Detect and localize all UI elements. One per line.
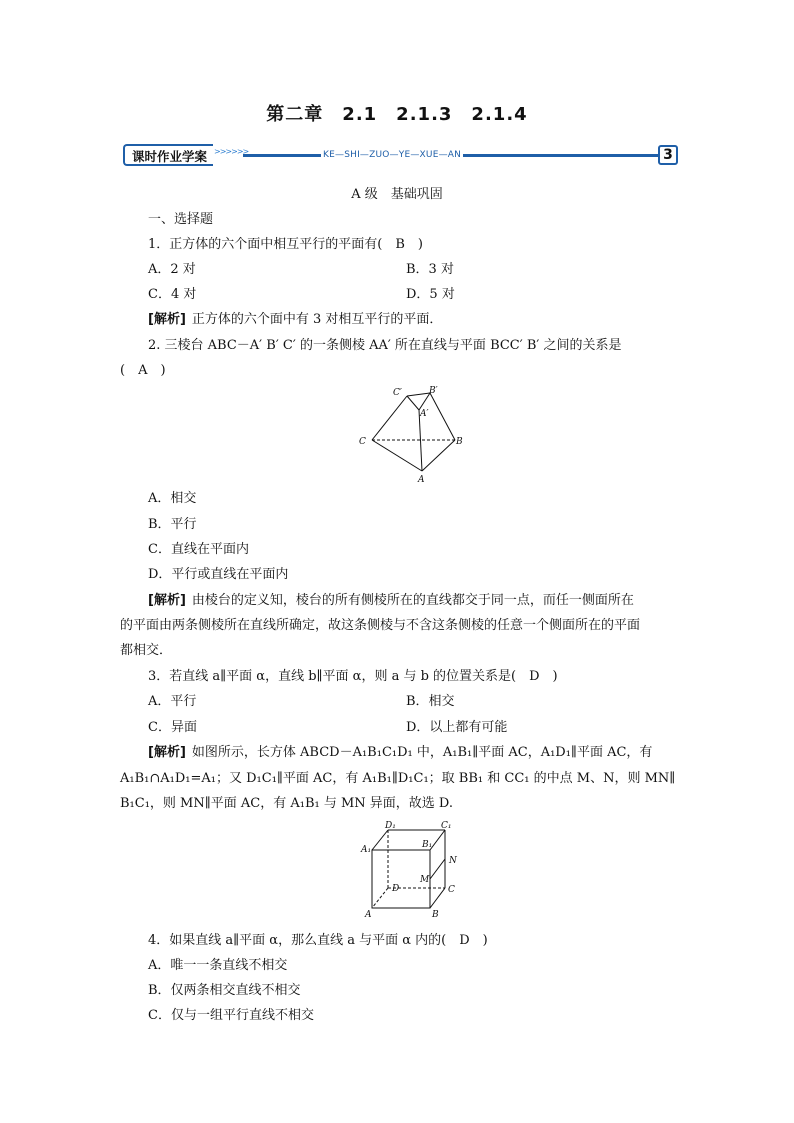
label-c: C xyxy=(448,885,455,895)
q4-stem: 4．如果直线 a∥平面 α，那么直线 a 与平面 α 内的( D ) xyxy=(148,933,488,948)
label-a: A xyxy=(365,910,372,920)
q2-analysis-line3: 都相交． xyxy=(120,643,173,658)
q2-analysis-line2: 的平面由两条侧棱所在直线所确定，故这条侧棱与不含这条侧棱的任意一个侧面所在的平面 xyxy=(120,618,641,633)
label-a1: A′ xyxy=(420,409,429,419)
label-c1: C′ xyxy=(393,388,402,398)
analysis-tag: [解析] xyxy=(148,593,186,608)
frustum-figure xyxy=(350,384,470,484)
q3-analysis-line3: B₁C₁，则 MN∥平面 AC，有 A₁B₁ 与 MN 异面，故选 D. xyxy=(120,796,454,811)
banner-label: 课时作业学案 xyxy=(123,144,213,166)
q2-stem-line2: ( A ) xyxy=(120,363,166,378)
part-heading: 一、选择题 xyxy=(148,212,214,227)
label-m: M xyxy=(420,875,430,885)
section-banner xyxy=(123,144,679,168)
q2-stem-line1: 2. 三棱台 ABC－A′ B′ C′ 的一条侧棱 AA′ 所在直线与平面 BCC′ B′ 之间的关系是 xyxy=(148,338,622,353)
q2-option-b: B．平行 xyxy=(148,517,197,532)
chevron-arrows-icon: >>>>>> xyxy=(214,147,249,156)
q4-option-c: C．仅与一组平行直线不相交 xyxy=(148,1008,314,1023)
q1-option-b: B．3 对 xyxy=(406,262,454,277)
label-a1: A₁ xyxy=(361,845,372,855)
label-b1: B′ xyxy=(429,386,438,396)
label-n: N xyxy=(449,856,457,866)
page-title: 第二章 2.1 2.1.3 2.1.4 xyxy=(266,104,528,125)
edge-ab xyxy=(422,440,455,471)
edge-ca xyxy=(372,440,422,471)
banner-number: 3 xyxy=(658,145,678,165)
q3-stem: 3．若直线 a∥平面 α，直线 b∥平面 α，则 a 与 b 的位置关系是( D ) xyxy=(148,669,558,684)
edge-bc xyxy=(430,888,445,908)
analysis-tag: [解析] xyxy=(148,745,186,760)
label-b: B xyxy=(456,437,463,447)
q1-option-c: C．4 对 xyxy=(148,287,197,302)
q2-analysis-line1 xyxy=(148,592,634,610)
q3-option-c: C．异面 xyxy=(148,720,197,735)
q3-option-d: D．以上都有可能 xyxy=(406,720,508,735)
q2-option-a: A．相交 xyxy=(148,491,197,506)
label-d: D xyxy=(392,884,400,894)
q1-option-d: D．5 对 xyxy=(406,287,455,302)
label-c1: C₁ xyxy=(441,821,452,831)
hidden-edge-da xyxy=(372,888,388,908)
label-d1: D₁ xyxy=(385,821,396,831)
edge-cc1 xyxy=(372,396,407,440)
edge-c1a1 xyxy=(407,396,419,410)
edge-b1c1 xyxy=(430,830,445,850)
label-a: A xyxy=(418,475,425,484)
q3-analysis-line1 xyxy=(148,744,652,762)
q1-analysis-text: 正方体的六个面中有 3 对相互平行的平面． xyxy=(191,312,443,327)
q1-option-a: A．2 对 xyxy=(148,262,196,277)
q2-option-d: D．平行或直线在平面内 xyxy=(148,567,289,582)
q3-analysis-text-1: 如图所示，长方体 ABCD－A₁B₁C₁D₁ 中，A₁B₁∥平面 AC，A₁D₁∥平面 AC，有 xyxy=(191,745,653,760)
q2-analysis-text-1: 由棱台的定义知，棱台的所有侧棱所在的直线都交于同一点，而任一侧面所在 xyxy=(191,593,634,608)
segment-mn xyxy=(430,859,445,879)
q2-option-c: C．直线在平面内 xyxy=(148,542,249,557)
q4-option-b: B．仅两条相交直线不相交 xyxy=(148,983,301,998)
q3-option-b: B．相交 xyxy=(406,694,455,709)
cuboid-figure xyxy=(360,818,466,924)
q3-analysis-line2: A₁B₁∩A₁D₁=A₁；又 D₁C₁∥平面 AC，有 A₁B₁∥D₁C₁；取 BB₁ 和 CC₁ 的中点 M、N，则 MN∥ xyxy=(120,771,676,786)
edge-a1d1 xyxy=(372,830,388,850)
edge-b1b xyxy=(430,393,455,440)
edge-c1b1 xyxy=(407,393,430,396)
banner-pinyin: KE—SHI—ZUO—YE—XUE—AN xyxy=(323,150,462,160)
analysis-tag: [解析] xyxy=(148,312,186,327)
q1-analysis xyxy=(148,311,442,329)
label-b: B xyxy=(432,910,439,920)
q3-option-a: A．平行 xyxy=(148,694,197,709)
q4-option-a: A．唯一一条直线不相交 xyxy=(148,958,288,973)
q1-stem: 1．正方体的六个面中相互平行的平面有( B ) xyxy=(148,237,423,252)
label-b1: B₁ xyxy=(422,840,433,850)
level-heading: A 级 基础巩固 xyxy=(351,187,443,202)
label-c: C xyxy=(359,437,366,447)
